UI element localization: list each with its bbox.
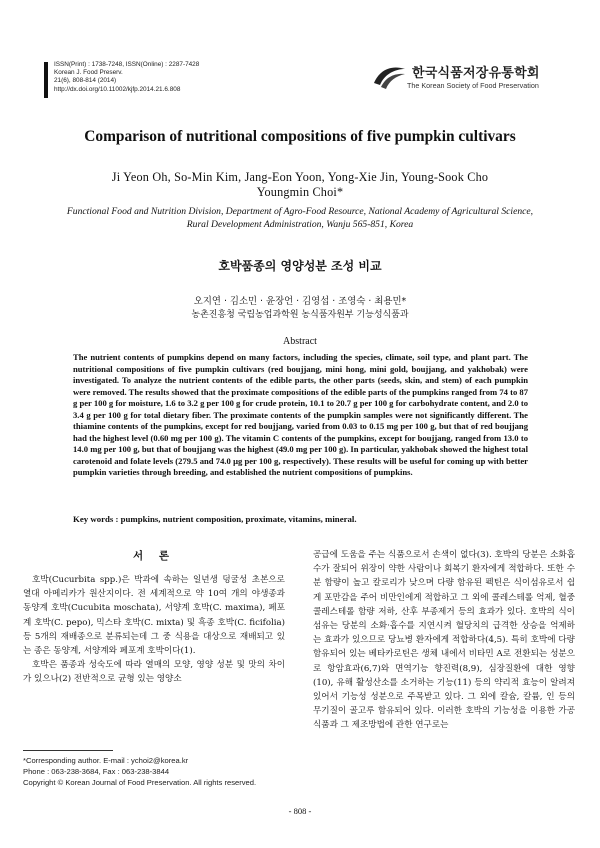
society-emblem-icon — [372, 63, 408, 91]
copyright-notice: Copyright © Korean Journal of Food Preservation. All rights reserved. — [23, 778, 257, 787]
society-name-ko: 한국식품저장유통학회 — [412, 66, 540, 81]
journal-abbrev: Korean J. Food Preserv. — [54, 69, 123, 77]
intro-paragraph-continued: 공급에 도움을 주는 식품으로서 손색이 없다(3). 호박의 당분은 소화흡수가 잘되어 위장이 약한 사람이나 회복기 환자에게 적합하다. 또한 수분 함량이 높고 칼로리가 낮으며 다량 함유된 펙틴은 식이섬유로서 쉽게 포만감을 주어 비만인에게 적합하고 그 외에 콜레스테롤 억제, 혈중 콜레스테롤 함량 저하, 산후 부종제거 등의 효과가 있다. 호박의 식이섬유는 당분의 소화·흡수를 지연시켜 혈당치의 급격한 상승을 억제하는 효과가 있으므로 당뇨병 환자에게 적합하다(4,5). 특히 호박에 다량 함유되어 있는 베타카로틴은 생체 내에서 비타민 A로 전환되는 성분으로 항암효과(6,7)와 면역기능 향진력(8,9), 심장질환에 대한 영향(10), 유해 활성산소를 소거하는 기능(11) 등의 약리적 효능이 알려져 있어서 기능성 성분으로 주목받고 있다. 그 외에 칼슘, 칼륨, 인 등의 무기질이 골고루 함유되어 있다. 이러한 호박의 기능성을 이용한 가공식품과 그 제조방법에 관한 연구로는 — [313, 550, 575, 731]
page-number: - 808 - — [288, 806, 312, 816]
section-heading-introduction: 서 론 — [133, 550, 175, 562]
volume-line: 21(6), 808-814 (2014) — [54, 77, 117, 85]
korean-authors: 오지연 · 김소민 · 윤장언 · 김영섭 · 조영숙 · 최용민* — [193, 296, 407, 307]
society-logo — [372, 62, 562, 96]
issn-line: ISSN(Print) : 1738-7248, ISSN(Online) : 2287-7428 — [54, 61, 200, 68]
doi-link[interactable]: http://dx.doi.org/10.11002/kjfp.2014.21.6.808 — [54, 85, 181, 93]
footnote — [23, 755, 285, 788]
korean-affiliation: 농촌진흥청 국립농업과학원 농식품자원부 기능성식품과 — [191, 310, 409, 320]
korean-title: 호박품종의 영양성분 조성 비교 — [218, 259, 382, 273]
contact-phone-fax: Phone : 063-238-3684, Fax : 063-238-3844 — [23, 767, 170, 776]
corresponding-author: *Corresponding author. E-mail : ychoi2@korea.kr — [23, 756, 189, 765]
intro-paragraph-2: 호박은 품종과 성숙도에 따라 열매의 모양, 영양 성분 및 맛의 차이가 있으나(2) 전반적으로 균형 있는 영양소 — [23, 660, 285, 685]
affiliation — [40, 206, 560, 231]
affiliation-line-2: Rural Development Administration, Wanju 565-851, Korea — [186, 218, 414, 230]
article-title: Comparison of nutritional compositions of five pumpkin cultivars — [84, 128, 516, 145]
author-list — [70, 170, 530, 200]
footnote-divider — [23, 750, 113, 751]
intro-paragraph-1: 호박(Cucurbita spp.)은 박과에 속하는 일년생 덩굴성 초본으로 열대 아메리카가 원산지이다. 전 세계적으로 약 10여 개의 야생종과 동양계 호박(Cucubita moschata), 서양계 호박(C. maxima), 페포계 호박(C. pepo), 믹스타 호박(C. mixta) 및 흑종 호박(C. ficifolia) 등 5개의 재배종으로 분류되는데 그 중 식용을 대상으로 재배되고 있는 종은 동양계, 서양계와 페포계 호박이다(1). — [23, 575, 285, 657]
abstract-heading: Abstract — [283, 336, 317, 347]
author-line-1: Ji Yeon Oh, So-Min Kim, Jang-Eon Yoon, Yong-Xie Jin, Young-Sook Cho — [111, 170, 489, 184]
author-line-2: Youngmin Choi* — [256, 185, 344, 199]
abstract-text: The nutrient contents of pumpkins depend on many factors, including the species, climate, soil type, and plant part. The nutritional compositions of five pumpkin cultivars (red boujjang, mini hong, mini gold, boujjang, and yakhobak) were investigated. To analyze the nutrient contents of the edible parts, the other parts (seeds, skin, and stem) of each pumpkin were removed. The results showed that the proximate compositions of the edible parts of the pumpkins ranged from 74 to 87 g per 100 g for moisture, 1.6 to 3.2 g per 100 g for crude protein, 10.1 to 20.7 g per 100 g for carbohydrate content, and 2.0 to 3.4 g per 100 g for total dietary fiber. The proximate contents of the pumpkin samples were not significantly different. The thiamine contents of the pumpkins, except for red boujjang, varied from 0.03 to 0.15 mg per 100 g, but that of red boujjang had the highest level (0.60 mg per 100 g). The vitamin C contents of the pumpkins, except for boujjang, ranged from 13.0 to 14.0 mg per 100 g, but that of boujjang was the highest (49.0 mg per 100 g). In particular, yakhobak showed the highest total carotenoid and folate levels (279.5 and 74.0 μg per 100 g, respectively). These results will be useful for coming up with better pumpkin varieties through breeding, and established the nutrient compositions of pumpkins. — [73, 352, 528, 477]
body-column-right — [313, 548, 575, 733]
header-rule — [44, 62, 48, 98]
journal-meta — [54, 61, 199, 94]
affiliation-line-1: Functional Food and Nutrition Division, Department of Agro-Food Resource, National Academy of Agricultural Science, — [66, 206, 534, 217]
society-name-en: The Korean Society of Food Preservation — [407, 81, 539, 90]
keywords: Key words : pumpkins, nutrient composition, proximate, vitamins, mineral. — [73, 514, 357, 524]
body-column-left — [23, 548, 285, 687]
